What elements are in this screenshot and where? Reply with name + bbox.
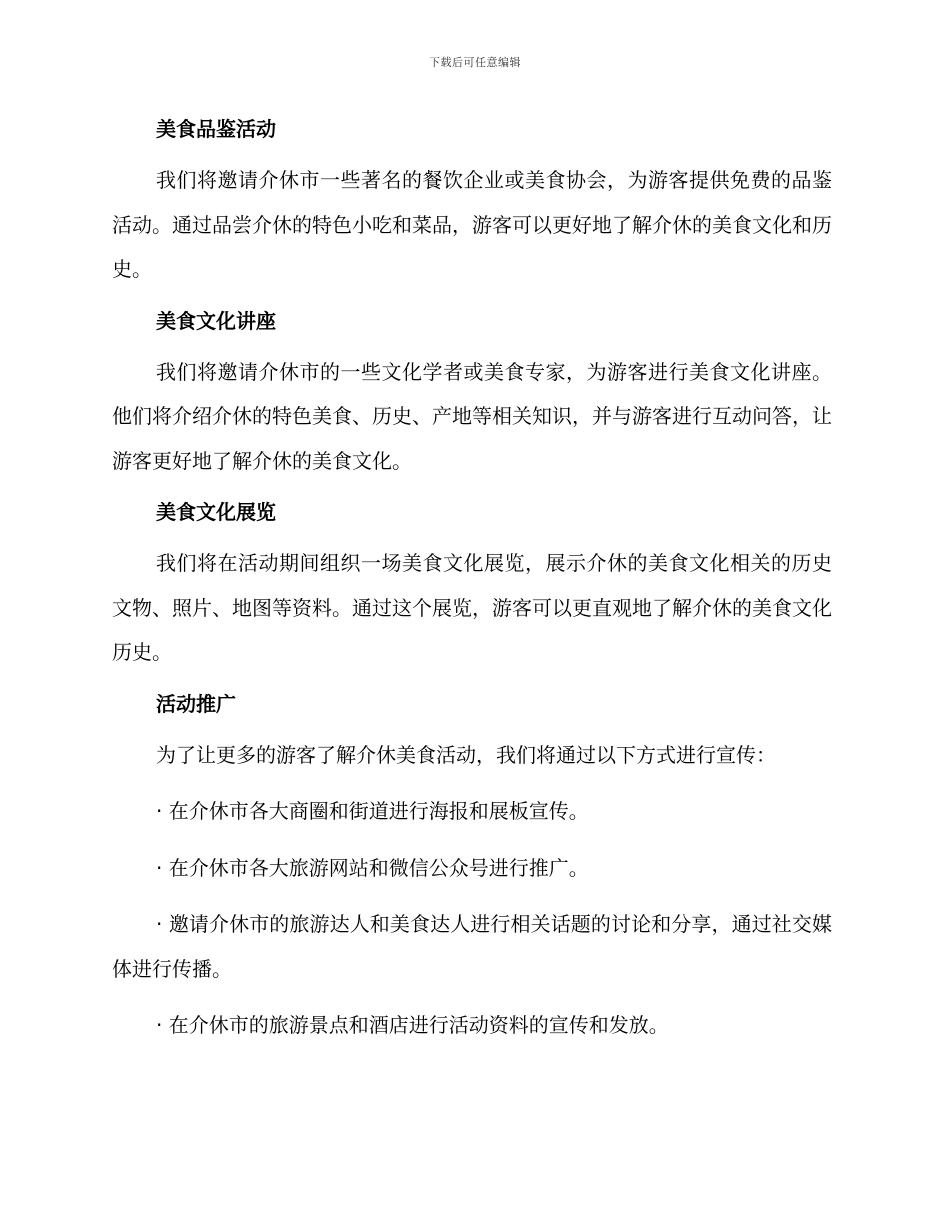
section-paragraph: 为了让更多的游客了解介休美食活动，我们将通过以下方式进行宣传： <box>156 742 776 767</box>
promotion-list <box>112 789 832 1048</box>
section-promotion <box>112 687 832 778</box>
page-header: 下载后可任意编辑 <box>429 56 521 69</box>
list-item: · 邀请介休市的旅游达人和美食达人进行相关话题的讨论和分享，通过社交媒体进行传播。 <box>112 912 832 981</box>
section-heading: 美食品鉴活动 <box>156 117 276 141</box>
section-heading: 美食文化展览 <box>156 500 276 524</box>
list-item: · 在介休市的旅游景点和酒店进行活动资料的宣传和发放。 <box>156 1013 669 1037</box>
section-heading: 美食文化讲座 <box>156 308 276 333</box>
section-tasting <box>112 112 832 292</box>
section-paragraph: 我们将在活动期间组织一场美食文化展览，展示介休的美食文化相关的历史文物、照片、地图等资料。通过这个展览，游客可以更直观地了解介休的美食文化历史。 <box>112 551 832 664</box>
section-lecture <box>112 304 832 484</box>
section-heading: 活动推广 <box>156 691 236 716</box>
list-item: · 在介休市各大商圈和街道进行海报和展板宣传。 <box>156 799 589 823</box>
section-paragraph: 我们将邀请介休市一些著名的餐饮企业或美食协会，为游客提供免费的品鉴活动。通过品尝介休的特色小吃和菜品，游客可以更好地了解介休的美食文化和历史。 <box>112 168 832 281</box>
document-body <box>112 112 832 1060</box>
section-paragraph: 我们将邀请介休市的一些文化学者或美食专家，为游客进行美食文化讲座。他们将介绍介休的特色美食、历史、产地等相关知识，并与游客进行互动问答，让游客更好地了解介休的美食文化。 <box>112 359 832 473</box>
section-exhibition <box>112 495 832 675</box>
list-item: · 在介休市各大旅游网站和微信公众号进行推广。 <box>156 855 589 880</box>
